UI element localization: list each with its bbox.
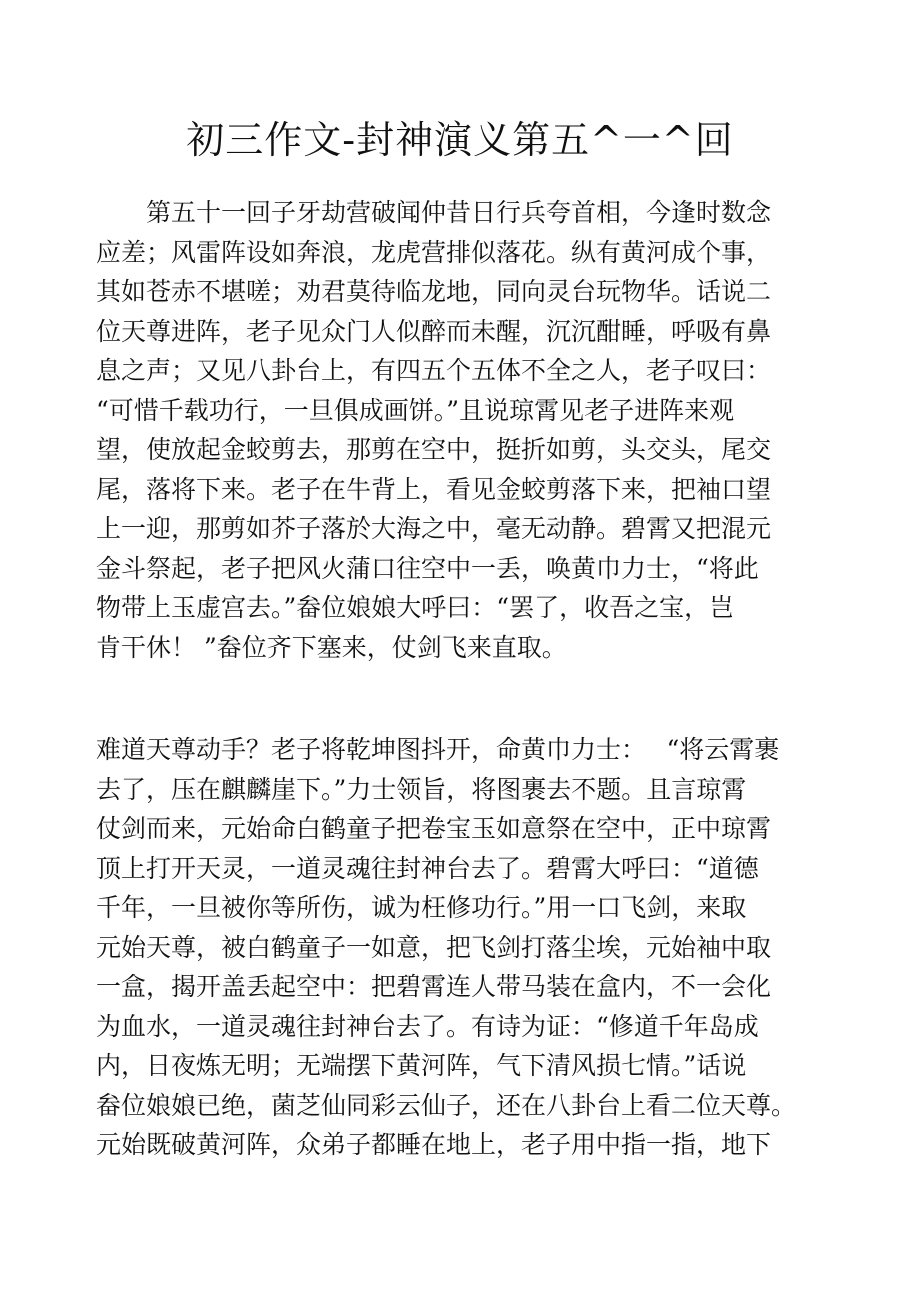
document-title: 初三作文-封神演义第五^一^回 [186,118,734,162]
text-line: 其如苍赤不堪嗟；劝君莫待临龙地，同向灵台玩物华。话说二 [96,277,772,306]
text-line: 畚位娘娘已绝，菌芝仙同彩云仙子，还在八卦台上看二位天尊。 [96,1090,797,1120]
text-line: 仗剑而来，元始命白鹤童子把卷宝玉如意祭在空中，正中琼霄 [96,814,772,843]
text-line: 尾，落将下来。老子在牛背上，看见金蛟剪落下来，把袖口望 [96,474,772,504]
text-line: 一盒，揭开盖丢起空中：把碧霄连人带马装在盒内，不一会化 [96,972,772,1001]
text-line: 内，日夜炼无明；无端摆下黄河阵，气下清风损七情。”话说 [96,1051,747,1080]
text-line: 息之声；又见八卦台上，有四五个五体不全之人，老子叹曰： [96,356,772,385]
text-line: 元始天尊，被白鹤童子一如意，把飞剑打落尘埃，元始袖中取 [96,932,772,962]
paragraph-1 [96,193,856,667]
text-line: 为血水，一道灵魂往封神台去了。有诗为证：“修道千年岛成 [96,1011,759,1041]
text-line: 望，使放起金蛟剪去，那剪在空中，挺折如剪，头交头，尾交 [96,435,772,464]
text-line: 应差；风雷阵设如奔浪，龙虎营排似落花。纵有黄河成个事， [96,237,772,267]
text-line: 难道天尊动手？老子将乾坤图抖开，命黄巾力士： “将云霄裹 [96,735,780,764]
text-line: 去了，压在麒麟崖下。”力士领旨，将图裹去不题。且言琼霄 [96,774,747,804]
text-line: 位天尊进阵，老子见众门人似醉而未醒，沉沉酣睡，呼吸有鼻 [96,316,772,346]
text-line: 上一迎，那剪如芥子落於大海之中，毫无动静。碧霄又把混元 [96,514,772,543]
paragraph-2 [96,730,856,1165]
text-line: 元始既破黄河阵，众弟子都睡在地上，老子用中指一指，地下 [96,1130,772,1159]
text-line: 千年，一旦被你等所伤，诚为枉修功行。”用一口飞剑，来取 [96,893,747,922]
text-line: 顶上打开天灵，一道灵魂往封神台去了。碧霄大呼曰：“道德 [96,853,759,883]
text-line: 肯干休！ ”畚位齐下塞来，仗剑飞来直取。 [96,632,567,662]
text-line: 物带上玉虚宫去。”畚位娘娘大呼曰：“罢了，收吾之宝，岂 [96,593,735,622]
text-line: 第五十一回子牙劫营破闻仲昔日行兵夸首相，今逢时数念 [96,198,772,227]
text-line: 金斗祭起，老子把风火蒲口往空中一丢，唤黄巾力士，“将此 [96,553,759,583]
text-line: “可惜千载功行，一旦俱成画饼。”且说琼霄见老子进阵来观 [96,395,735,425]
